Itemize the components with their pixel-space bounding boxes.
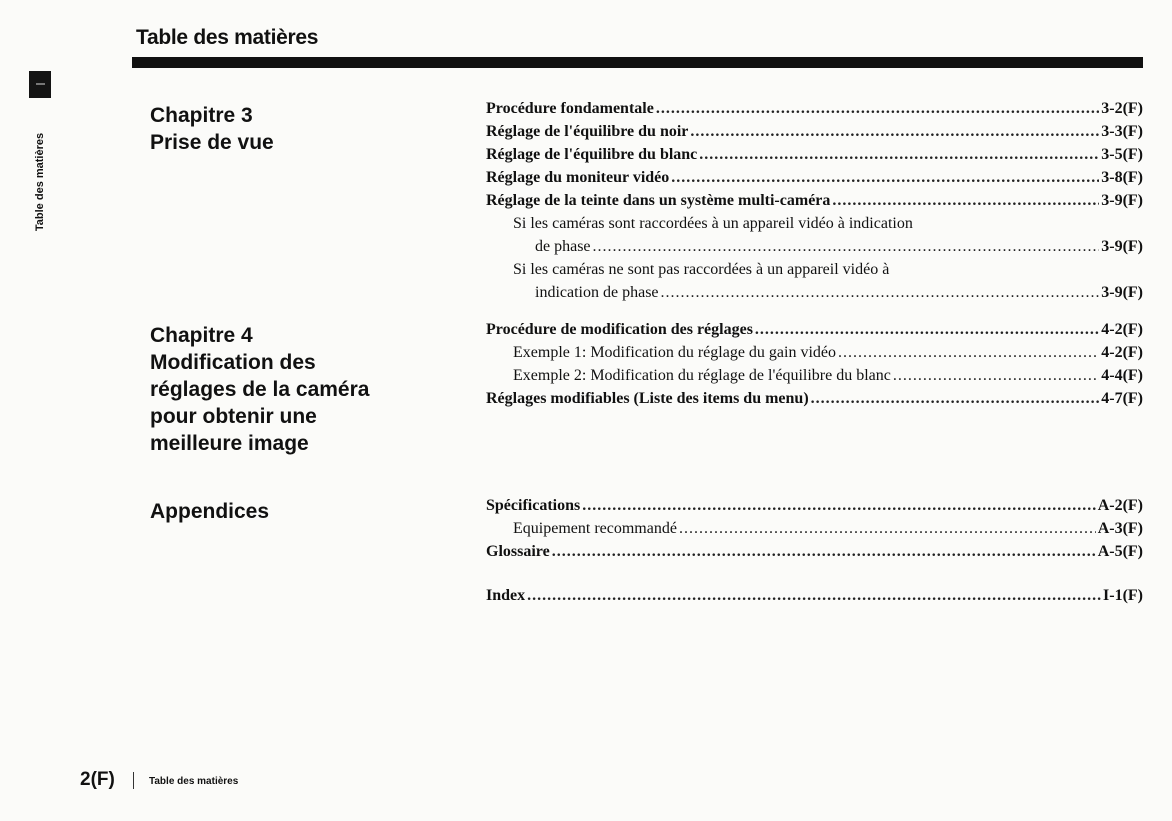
toc-entry-title: Si les caméras ne sont pas raccordées à un appareil vidéo à xyxy=(513,261,890,278)
toc-entry-page: 4-7(F) xyxy=(1101,390,1143,407)
toc-entry-title: Réglage de la teinte dans un système multi-caméra xyxy=(486,192,831,209)
toc-entry[interactable] xyxy=(486,258,1143,304)
toc-entry-title: Glossaire xyxy=(486,543,550,560)
toc-entry[interactable] xyxy=(486,517,1143,540)
toc-entry[interactable] xyxy=(486,387,1143,410)
toc-leader xyxy=(661,281,1100,304)
toc-entry[interactable] xyxy=(486,364,1143,387)
toc-entry-title: Réglages modifiables (Liste des items du menu) xyxy=(486,390,809,407)
toc-entry[interactable] xyxy=(486,143,1143,166)
toc-leader xyxy=(893,364,1099,387)
toc-entry-title: Si les caméras sont raccordées à un appareil vidéo à indication xyxy=(513,215,913,232)
toc-entry-title: Spécifications xyxy=(486,497,581,514)
toc-entry-title: Exemple 1: Modification du réglage du gain vidéo xyxy=(513,344,837,361)
side-tab-mark xyxy=(36,83,45,85)
toc-entry-title-cont: indication de phase xyxy=(535,284,659,301)
toc-leader xyxy=(699,143,1099,166)
side-label: Table des matières xyxy=(34,132,46,232)
toc-entry-page: 4-2(F) xyxy=(1101,321,1143,338)
chapter-4-heading xyxy=(150,322,369,457)
toc-entry[interactable] xyxy=(486,318,1143,341)
toc-leader xyxy=(838,341,1099,364)
toc-entry-page: 3-2(F) xyxy=(1101,100,1143,117)
chapter-4-heading-line: pour obtenir une xyxy=(150,405,317,428)
toc-leader xyxy=(755,318,1099,341)
toc-entry-page: 3-9(F) xyxy=(1101,284,1143,301)
chapter-3-heading-line: Prise de vue xyxy=(150,131,274,154)
appendices-heading xyxy=(150,498,269,525)
footer-page-number: 2(F) xyxy=(80,769,115,790)
toc-entry[interactable] xyxy=(486,97,1143,120)
chapter-4-heading-line: Chapitre 4 xyxy=(150,324,253,347)
toc-entry-title: Equipement recommandé xyxy=(513,520,677,537)
toc-entry-page: 3-9(F) xyxy=(1101,192,1143,209)
toc-leader xyxy=(527,584,1101,607)
footer-separator xyxy=(133,772,134,789)
toc-leader xyxy=(811,387,1100,410)
toc-entry[interactable] xyxy=(486,212,1143,258)
toc-entry-title: Procédure fondamentale xyxy=(486,100,654,117)
chapter-3-heading xyxy=(150,102,274,156)
toc-entry-index[interactable] xyxy=(486,584,1143,607)
toc-entry[interactable] xyxy=(486,166,1143,189)
toc-entry-page: A-2(F) xyxy=(1097,497,1143,514)
toc-entry-page: 4-2(F) xyxy=(1101,344,1143,361)
toc-entry-title: Exemple 2: Modification du réglage de l'équilibre du blanc xyxy=(513,367,891,384)
toc-entry-page: 3-9(F) xyxy=(1101,238,1143,255)
toc-entry-title: Réglage de l'équilibre du noir xyxy=(486,123,689,140)
toc-leader xyxy=(671,166,1099,189)
toc-entry[interactable] xyxy=(486,341,1143,364)
chapter-4-heading-line: réglages de la caméra xyxy=(150,378,370,401)
toc-entry-page: I-1(F) xyxy=(1103,587,1143,604)
toc-entry-page: 3-8(F) xyxy=(1101,169,1143,186)
toc-entry-page: A-5(F) xyxy=(1097,543,1143,560)
toc-entry[interactable] xyxy=(486,494,1143,517)
side-tab-marker xyxy=(29,71,51,98)
toc-entry-page: A-3(F) xyxy=(1097,520,1143,537)
toc-entry[interactable] xyxy=(486,540,1143,563)
toc-leader xyxy=(656,97,1099,120)
chapter-4-heading-line: Modification des xyxy=(150,351,316,374)
toc-leader xyxy=(679,517,1096,540)
toc-entry[interactable] xyxy=(486,120,1143,143)
index-toc xyxy=(486,584,1143,607)
toc-entry-title: Réglage du moniteur vidéo xyxy=(486,169,670,186)
toc-entry-title: Réglage de l'équilibre du blanc xyxy=(486,146,698,163)
toc-entry[interactable] xyxy=(486,189,1143,212)
toc-leader xyxy=(690,120,1099,143)
toc-entry-page: 3-3(F) xyxy=(1101,123,1143,140)
toc-entry-title: Index xyxy=(486,587,526,604)
appendices-toc xyxy=(486,494,1143,563)
chapter-3-heading-line: Chapitre 3 xyxy=(150,104,253,127)
toc-leader xyxy=(593,235,1100,258)
toc-entry-title-cont: de phase xyxy=(535,238,591,255)
page-title: Table des matières xyxy=(136,26,319,49)
toc-leader xyxy=(552,540,1096,563)
footer-label: Table des matières xyxy=(149,776,239,787)
toc-entry-page: 3-5(F) xyxy=(1101,146,1143,163)
chapter-4-heading-line: meilleure image xyxy=(150,432,309,455)
toc-entry-page: 4-4(F) xyxy=(1101,367,1143,384)
toc-entry-title: Procédure de modification des réglages xyxy=(486,321,753,338)
chapter-4-toc xyxy=(486,318,1143,410)
appendices-heading-line: Appendices xyxy=(150,500,270,523)
chapter-3-toc xyxy=(486,97,1143,304)
toc-leader xyxy=(582,494,1095,517)
toc-leader xyxy=(832,189,1099,212)
title-rule xyxy=(132,57,1143,68)
